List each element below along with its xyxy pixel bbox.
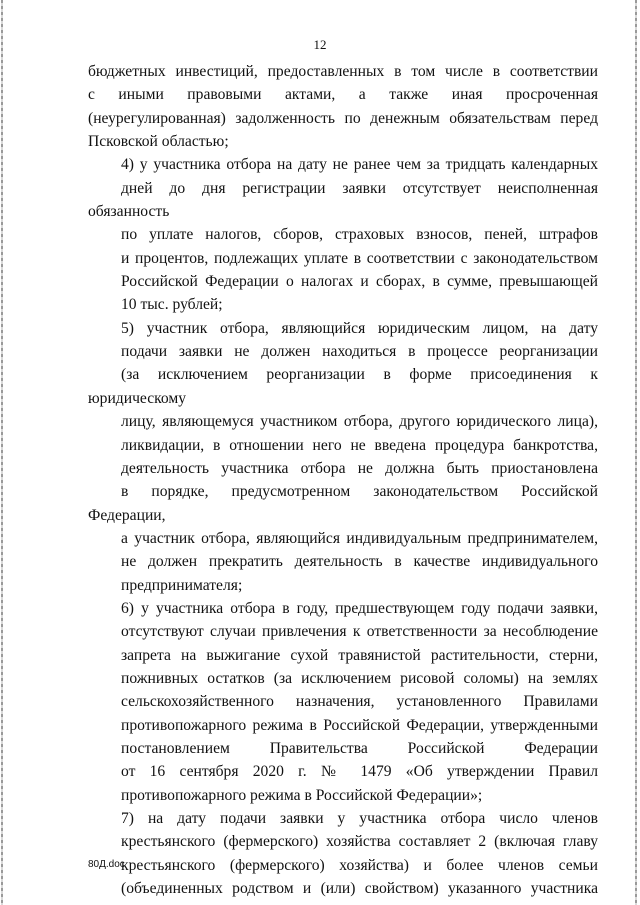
text-line: пожнивных остатков (за исключением рисовой соломы) на землях xyxy=(121,669,598,687)
text-line: противопожарного режима в Российской Федерации»; xyxy=(121,786,483,804)
text-line: отсутствуют случаи привлечения к ответственности за несоблюдение xyxy=(121,623,598,641)
text-line: от 16 сентября 2020 г. № 1479 «Об утверждении Правил xyxy=(121,763,598,781)
text-line: бюджетных инвестиций, предоставленных в том числе в соответствии xyxy=(88,63,598,80)
text-line: 4) у участника отбора на дату не ранее чем за тридцать календарных xyxy=(121,156,598,174)
text-line: лицу, являющемуся участником отбора, другого юридического лица), xyxy=(121,413,598,431)
text-line: подачи заявки не должен находиться в процессе реорганизации xyxy=(121,343,598,361)
text-line: 7) на дату подачи заявки у участника отбора число членов xyxy=(121,810,598,827)
paragraph xyxy=(88,597,598,807)
text-line: противопожарного режима в Российской Федерации, утвержденными xyxy=(121,716,598,734)
text-line: крестьянского (фермерского) хозяйства составляет 2 (включая главу xyxy=(121,833,598,851)
text-line: крестьянского (фермерского) хозяйства) и более членов семьи xyxy=(121,856,598,874)
paragraph xyxy=(88,317,598,597)
paragraph xyxy=(88,60,598,153)
text-line: постановлением Правительства Российской Федерации xyxy=(121,739,598,757)
page-number: 12 xyxy=(313,37,327,52)
footer-filename: 80Д.doc xyxy=(88,859,125,870)
text-line: а участник отбора, являющийся индивидуальным предпринимателем, xyxy=(121,529,598,547)
text-line: с иными правовыми актами, а также иная просроченная xyxy=(88,86,598,104)
text-line: предпринимателя; xyxy=(121,576,243,594)
paragraph xyxy=(88,807,598,900)
text-line: (за исключением реорганизации в форме присоединения к юридическому xyxy=(88,366,598,407)
text-line: сельскохозяйственного назначения, установленного Правилами xyxy=(121,693,598,711)
text-line: (объединенных родством и (или) свойством) указанного участника xyxy=(121,880,598,898)
document-body xyxy=(88,60,598,900)
text-line: в порядке, предусмотренном законодательством Российской Федерации, xyxy=(88,483,598,524)
text-line: 10 тыс. рублей; xyxy=(121,296,223,314)
text-line: запрета на выжигание сухой травянистой растительности, стерни, xyxy=(121,646,598,664)
text-line: 5) участник отбора, являющийся юридическим лицом, на дату xyxy=(121,319,598,337)
text-line: Российской Федерации о налогах и сборах, в сумме, превышающей xyxy=(121,273,598,291)
text-line: деятельность участника отбора не должна быть приостановлена xyxy=(121,459,598,477)
paragraph xyxy=(88,153,598,316)
text-line: и процентов, подлежащих уплате в соответствии с законодательством xyxy=(121,249,598,267)
scan-edge-left xyxy=(1,0,3,905)
text-line: 6) у участника отбора в году, предшествующем году подачи заявки, xyxy=(121,599,598,617)
text-line: по уплате налогов, сборов, страховых взносов, пеней, штрафов xyxy=(121,226,598,244)
text-line: не должен прекратить деятельность в качестве индивидуального xyxy=(121,553,598,571)
text-line: Псковской областью; xyxy=(88,133,229,151)
scan-edge-right xyxy=(635,0,637,905)
text-line: (неурегулированная) задолженность по денежным обязательствам перед xyxy=(88,109,598,127)
text-line: дней до дня регистрации заявки отсутствует неисполненная обязанность xyxy=(88,179,598,221)
text-line: ликвидации, в отношении него не введена процедура банкротства, xyxy=(121,436,598,454)
